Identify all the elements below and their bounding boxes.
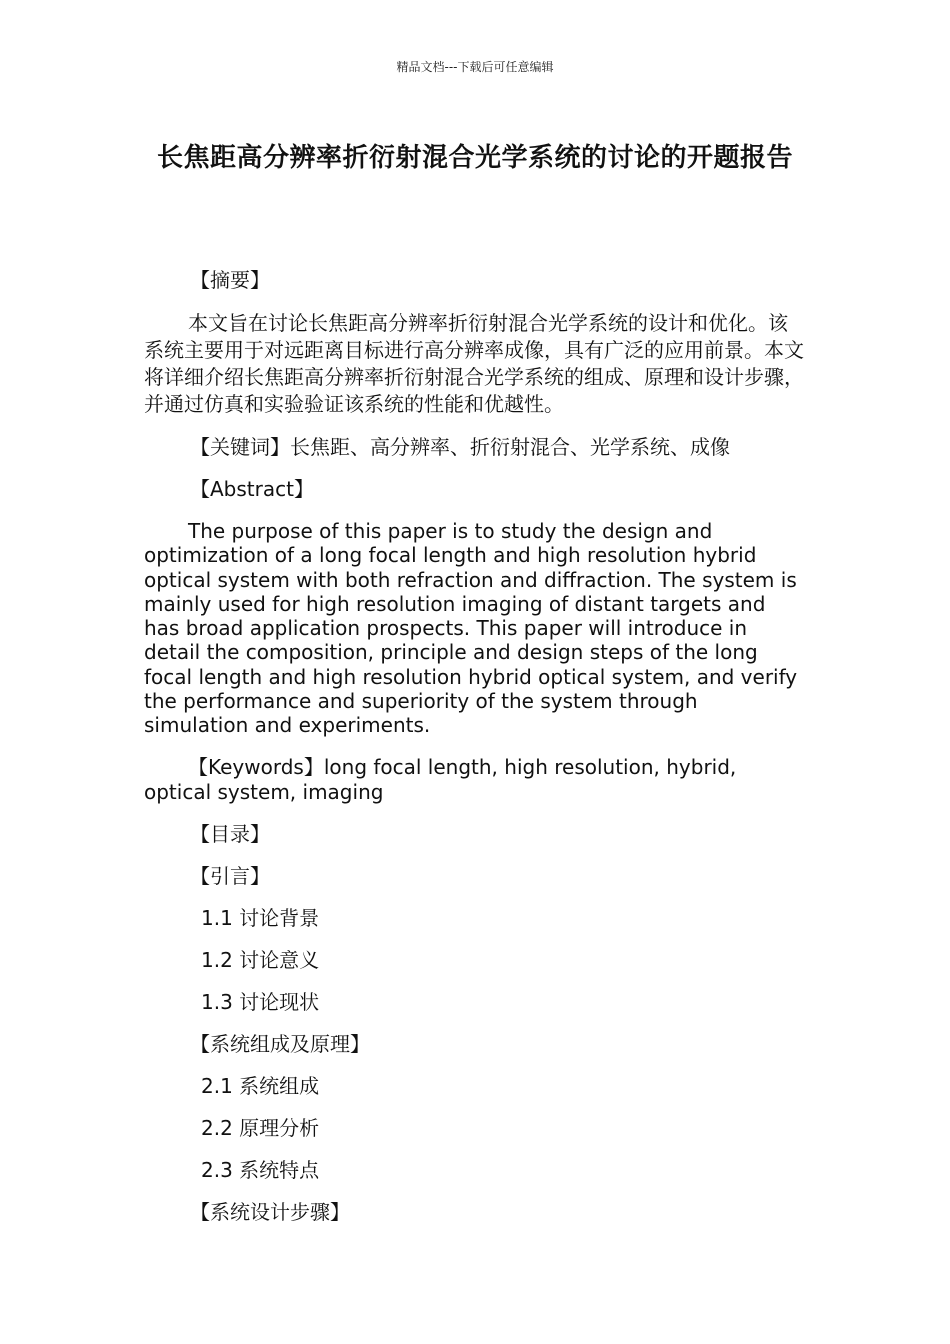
abstract-en-heading: 【Abstract】 <box>190 477 314 501</box>
keywords-cn-label: 【关键词】 <box>190 435 290 459</box>
toc-item: 2.3 系统特点 <box>201 1157 320 1182</box>
intro-heading: 【引言】 <box>190 863 270 888</box>
page-header-note: 精品文档---下载后可任意编辑 <box>396 60 554 74</box>
keywords-cn <box>144 435 806 460</box>
toc-item: 1.2 讨论意义 <box>201 947 320 972</box>
abstract-cn-body: 本文旨在讨论长焦距高分辨率折衍射混合光学系统的设计和优化。该系统主要用于对远距离目标进行高分辨率成像，具有广泛的应用前景。本文将详细介绍长焦距高分辨率折衍射混合光学系统的组成、原理和设计步骤，并通过仿真和实验验证该系统的性能和优越性。 <box>144 311 804 416</box>
document-body <box>144 268 806 1242</box>
toc-item: 1.3 讨论现状 <box>201 989 320 1014</box>
abstract-en-body: The purpose of this paper is to study the design and optimization of a long focal length and high resolution hybrid optical system with both refraction and diffraction. The system is mainly used for high resolution imaging of distant targets and has broad application prospects. This paper will introduce in detail the composition, principle and design steps of the long focal length and high resolution hybrid optical system, and verify the performance and superiority of the system through simulation and experiments. <box>144 519 798 738</box>
toc-heading: 【目录】 <box>190 821 270 846</box>
system-heading: 【系统组成及原理】 <box>190 1031 370 1056</box>
keywords-en <box>144 755 806 805</box>
abstract-cn-heading: 【摘要】 <box>190 268 270 292</box>
design-heading: 【系统设计步骤】 <box>190 1199 350 1224</box>
keywords-en-text: long focal length, high resolution, hybrid, optical system, imaging <box>144 754 737 804</box>
toc-item: 1.1 讨论背景 <box>201 905 320 930</box>
document-title: 长焦距高分辨率折衍射混合光学系统的讨论的开题报告 <box>156 143 793 173</box>
keywords-cn-text: 长焦距、高分辨率、折衍射混合、光学系统、成像 <box>290 435 730 459</box>
toc-item: 2.2 原理分析 <box>201 1115 320 1140</box>
keywords-en-label: 【Keywords】 <box>188 754 324 779</box>
toc-item: 2.1 系统组成 <box>201 1073 320 1098</box>
